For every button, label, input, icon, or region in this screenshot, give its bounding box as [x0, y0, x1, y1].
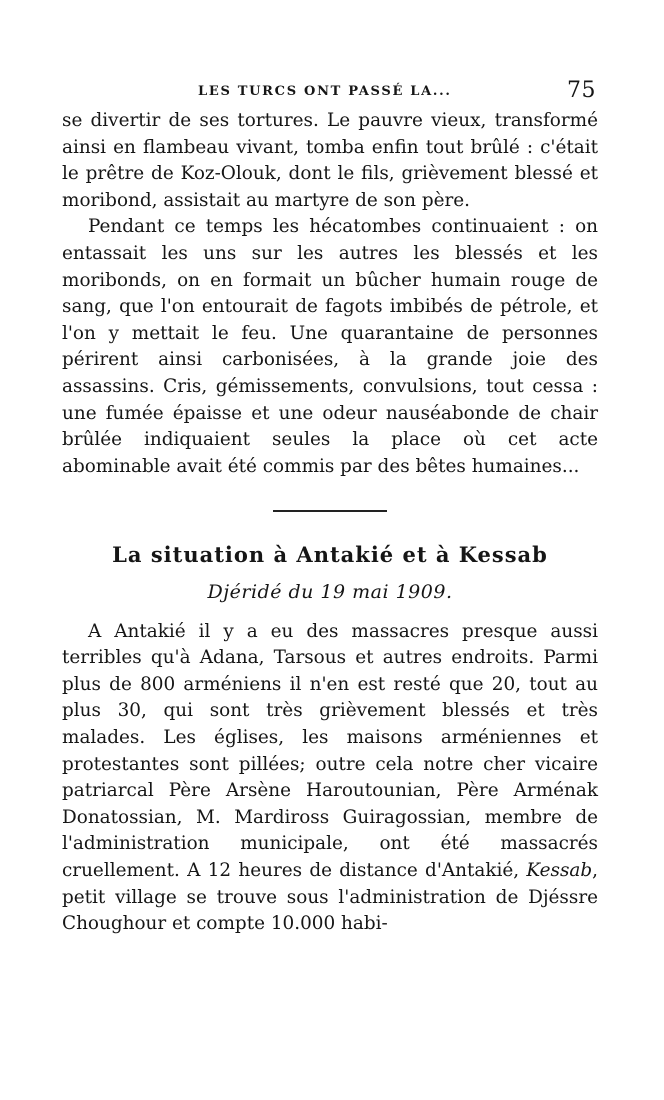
paragraph-hecatombs: Pendant ce temps les hécatombes continuaient : on entassait les uns sur les autres les blessés et les moribonds, on en formait un bûcher humain rouge de sang, que l'on entourait de fagots imbibés de pétrole, et l'on y mettait le feu. Une quarantaine de personnes périrent ainsi carbonisées, à la grande joie des assassins. Cris, gémissements, convulsions, tout cessa : une fumée épaisse et une odeur nauséabonde de chair brûlée indiquaient seules la place où cet acte abominable avait été commis par des bêtes humaines...	[62, 216, 598, 477]
paragraph-continuation: se divertir de ses tortures. Le pauvre vieux, transformé ainsi en flambeau vivant, tomba enfin tout brûlé : c'était le prêtre de Koz-Olouk, dont le fils, grièvement blessé et moribond, assistait au martyre de son père.	[62, 110, 598, 211]
chapter-text	[62, 108, 598, 480]
section-text	[62, 619, 598, 938]
paragraph-antakie	[62, 619, 598, 938]
page-number: 75	[567, 78, 596, 103]
running-title: LES TURCS ONT PASSÉ LA...	[198, 84, 452, 99]
section-title: La situation à Antakié et à Kessab	[112, 541, 548, 567]
section-dateline: Djéridé du 19 mai 1909.	[207, 580, 453, 603]
section-divider-rule	[273, 510, 387, 511]
paragraph-antakie-text-start: A Antakié il y a eu des massacres presque aussi terribles qu'à Adana, Tarsous et autres endroits. Parmi plus de 800 arméniens il n'en est resté que 20, tout au plus 30, qui sont très grièvement blessés et très malades. Les églises, les maisons arméniennes et protestantes sont pillées; outre cela notre cher vicaire patriarcal Père Arsène Haroutounian, Père Arménak Donatossian, M. Mardiross Guiragossian, membre de l'administration municipale, ont été massacrés cruellement. A 12 heures de distance d'Antakié,	[62, 620, 598, 882]
place-name-kessab: Kessab	[526, 860, 593, 882]
running-head	[62, 72, 598, 108]
paragraph-antakie-text-end: , petit village se trouve sous l'administration de Djéssre Choughour et compte 10.000 habi-	[62, 860, 598, 935]
book-page	[62, 72, 598, 938]
